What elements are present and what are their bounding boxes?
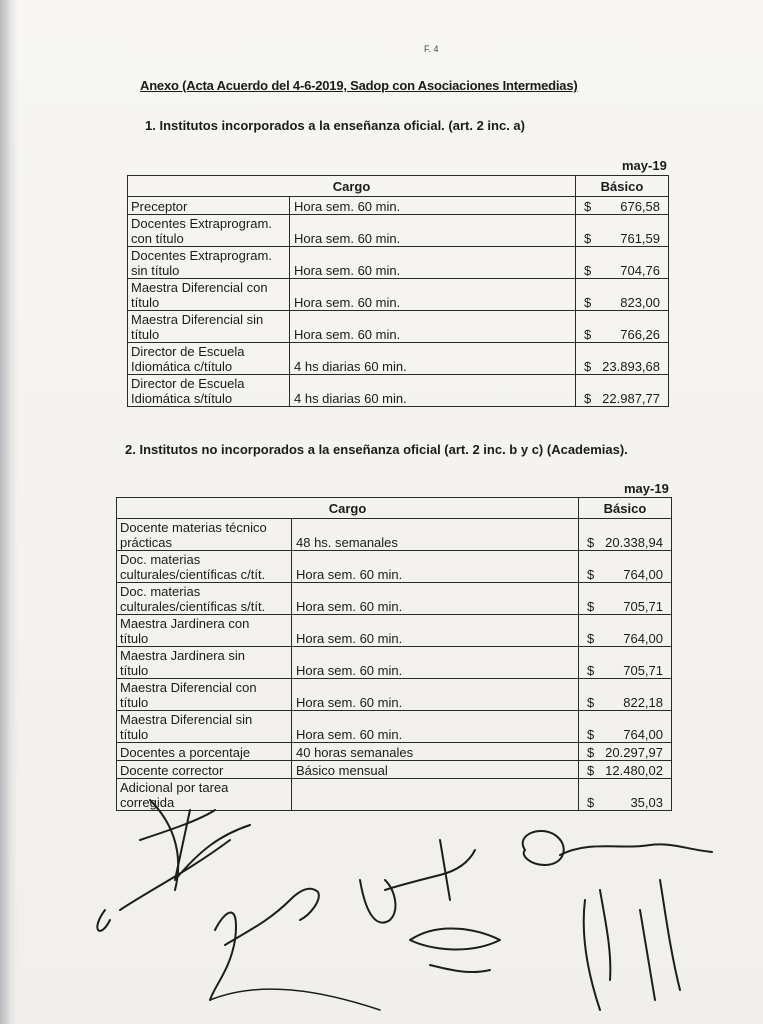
table-row (117, 583, 672, 615)
cargo-line: título (120, 631, 149, 646)
cell-unidad: Hora sem. 60 min. (290, 311, 576, 343)
amount: 705,71 (623, 599, 663, 614)
amount: 20.297,97 (605, 745, 663, 760)
cargo-line: Doc. materias (120, 584, 201, 599)
cell-cargo (117, 615, 292, 647)
amount: 20.338,94 (605, 535, 663, 550)
cell-basico (579, 743, 672, 761)
cargo-line: Maestra Diferencial con (131, 280, 268, 295)
cell-basico (579, 583, 672, 615)
amount: 704,76 (620, 263, 660, 278)
cell-cargo (128, 279, 290, 311)
amount: 12.480,02 (605, 763, 663, 778)
currency-symbol: $ (584, 231, 592, 246)
cargo-line: Maestra Diferencial sin (120, 712, 253, 727)
cargo-line: Preceptor (131, 199, 188, 214)
cell-cargo (128, 375, 290, 407)
currency-symbol: $ (587, 567, 595, 582)
cell-basico (579, 519, 672, 551)
cargo-line: Maestra Jardinera sin (120, 648, 245, 663)
cargo-line: Idiomática s/título (131, 391, 233, 406)
cell-cargo (117, 519, 292, 551)
cell-unidad: 40 horas semanales (292, 743, 579, 761)
cell-basico (576, 215, 669, 247)
cargo-line: Maestra Jardinera con (120, 616, 250, 631)
section1-table (127, 175, 669, 407)
col-header-cargo: Cargo (128, 176, 576, 197)
cell-cargo (117, 647, 292, 679)
section2-title: 2. Institutos no incorporados a la enseñanza oficial (art. 2 inc. b y c) (Academias). (125, 442, 628, 457)
cargo-line: título (120, 727, 149, 742)
currency-symbol: $ (587, 663, 595, 678)
cell-basico (576, 197, 669, 215)
amount: 764,00 (623, 567, 663, 582)
table-row (117, 743, 672, 761)
table-row (117, 551, 672, 583)
cargo-line: con título (131, 231, 184, 246)
table-row (128, 215, 669, 247)
cell-cargo (128, 311, 290, 343)
amount: 823,00 (620, 295, 660, 310)
cell-cargo (128, 247, 290, 279)
col-header-basico: Básico (579, 498, 672, 519)
cell-cargo (117, 761, 292, 779)
cargo-line: Adicional por tarea (120, 780, 229, 795)
table-header-row (128, 176, 669, 197)
table-row (128, 197, 669, 215)
cell-unidad: Hora sem. 60 min. (292, 679, 579, 711)
cell-unidad: Hora sem. 60 min. (290, 215, 576, 247)
cell-basico (576, 343, 669, 375)
currency-symbol: $ (587, 535, 595, 550)
cell-basico (579, 647, 672, 679)
cell-cargo (128, 197, 290, 215)
cargo-line: Maestra Diferencial sin (131, 312, 264, 327)
cell-unidad: Hora sem. 60 min. (290, 247, 576, 279)
currency-symbol: $ (587, 763, 595, 778)
cell-basico (579, 761, 672, 779)
cell-unidad: 48 hs. semanales (292, 519, 579, 551)
cell-basico (576, 375, 669, 407)
cell-unidad: Hora sem. 60 min. (292, 711, 579, 743)
table-row (128, 279, 669, 311)
cell-basico (576, 279, 669, 311)
amount: 822,18 (623, 695, 663, 710)
cargo-line: Director de Escuela (131, 344, 245, 359)
cell-basico (579, 679, 672, 711)
cell-unidad: Hora sem. 60 min. (292, 615, 579, 647)
cell-unidad: Hora sem. 60 min. (290, 197, 576, 215)
cargo-line: Docentes a porcentaje (120, 745, 251, 760)
section1-date: may-19 (622, 158, 667, 173)
cell-cargo (117, 679, 292, 711)
document-header: Anexo (Acta Acuerdo del 4-6-2019, Sadop con Asociaciones Intermedias) (140, 78, 578, 93)
signature-1 (97, 800, 250, 931)
table-row (117, 711, 672, 743)
amount: 764,00 (623, 631, 663, 646)
table-row (128, 375, 669, 407)
cargo-line: prácticas (120, 535, 173, 550)
amount: 766,26 (620, 327, 660, 342)
signature-4 (410, 928, 500, 972)
amount: 23.893,68 (602, 359, 660, 374)
currency-symbol: $ (584, 359, 592, 374)
amount: 705,71 (623, 663, 663, 678)
cell-cargo (128, 215, 290, 247)
cargo-line: corregida (120, 795, 175, 810)
table-row (117, 615, 672, 647)
cell-cargo (117, 711, 292, 743)
cell-unidad: Hora sem. 60 min. (290, 279, 576, 311)
cargo-line: Maestra Diferencial con (120, 680, 257, 695)
table-row (117, 647, 672, 679)
cell-unidad: Hora sem. 60 min. (292, 551, 579, 583)
amount: 676,58 (620, 199, 660, 214)
table-row (128, 247, 669, 279)
cargo-line: título (120, 695, 149, 710)
cell-unidad: 4 hs diarias 60 min. (290, 343, 576, 375)
cargo-line: título (131, 327, 160, 342)
cargo-line: título (120, 663, 149, 678)
cell-basico (579, 615, 672, 647)
signature-3 (360, 840, 475, 923)
currency-symbol: $ (587, 745, 595, 760)
signature-5 (523, 831, 712, 865)
cell-basico (576, 247, 669, 279)
cargo-line: Director de Escuela (131, 376, 245, 391)
cell-cargo (117, 583, 292, 615)
cargo-line: Docente materias técnico (120, 520, 267, 535)
cell-cargo (117, 551, 292, 583)
cell-basico (579, 711, 672, 743)
table-row (117, 761, 672, 779)
section1-title: 1. Institutos incorporados a la enseñanza oficial. (art. 2 inc. a) (145, 118, 525, 133)
amount: 35,03 (630, 795, 663, 810)
cell-cargo (128, 343, 290, 375)
currency-symbol: $ (587, 631, 595, 646)
signature-6 (584, 880, 680, 1010)
cargo-line: Docentes Extraprogram. (131, 216, 272, 231)
table-header-row (117, 498, 672, 519)
amount: 22.987,77 (602, 391, 660, 406)
currency-symbol: $ (587, 727, 595, 742)
currency-symbol: $ (584, 263, 592, 278)
currency-symbol: $ (587, 695, 595, 710)
table-row (117, 519, 672, 551)
cell-unidad: Básico mensual (292, 761, 579, 779)
top-handwritten-mark: F. 4 (424, 44, 439, 54)
col-header-cargo: Cargo (117, 498, 579, 519)
cargo-line: sin título (131, 263, 180, 278)
currency-symbol: $ (584, 327, 592, 342)
table-row (128, 343, 669, 375)
currency-symbol: $ (584, 199, 592, 214)
signature-2 (210, 889, 319, 1000)
cell-cargo (117, 743, 292, 761)
table-row (117, 679, 672, 711)
cargo-line: Idiomática c/título (131, 359, 233, 374)
table-row (128, 311, 669, 343)
cargo-line: culturales/científicas c/tít. (120, 567, 266, 582)
signature-7 (210, 989, 380, 1010)
amount: 761,59 (620, 231, 660, 246)
section2-date: may-19 (624, 481, 669, 496)
cargo-line: título (131, 295, 160, 310)
currency-symbol: $ (584, 391, 592, 406)
cargo-line: Docente corrector (120, 763, 224, 778)
cell-unidad: Hora sem. 60 min. (292, 647, 579, 679)
amount: 764,00 (623, 727, 663, 742)
currency-symbol: $ (587, 599, 595, 614)
cargo-line: culturales/científicas s/tít. (120, 599, 266, 614)
cargo-line: Docentes Extraprogram. (131, 248, 272, 263)
col-header-basico: Básico (576, 176, 669, 197)
currency-symbol: $ (587, 795, 595, 810)
cell-unidad: Hora sem. 60 min. (292, 583, 579, 615)
cell-basico (579, 551, 672, 583)
handwritten-signatures (0, 780, 763, 1024)
section2-table (116, 497, 672, 811)
cell-unidad: 4 hs diarias 60 min. (290, 375, 576, 407)
cell-basico (576, 311, 669, 343)
currency-symbol: $ (584, 295, 592, 310)
cargo-line: Doc. materias (120, 552, 201, 567)
